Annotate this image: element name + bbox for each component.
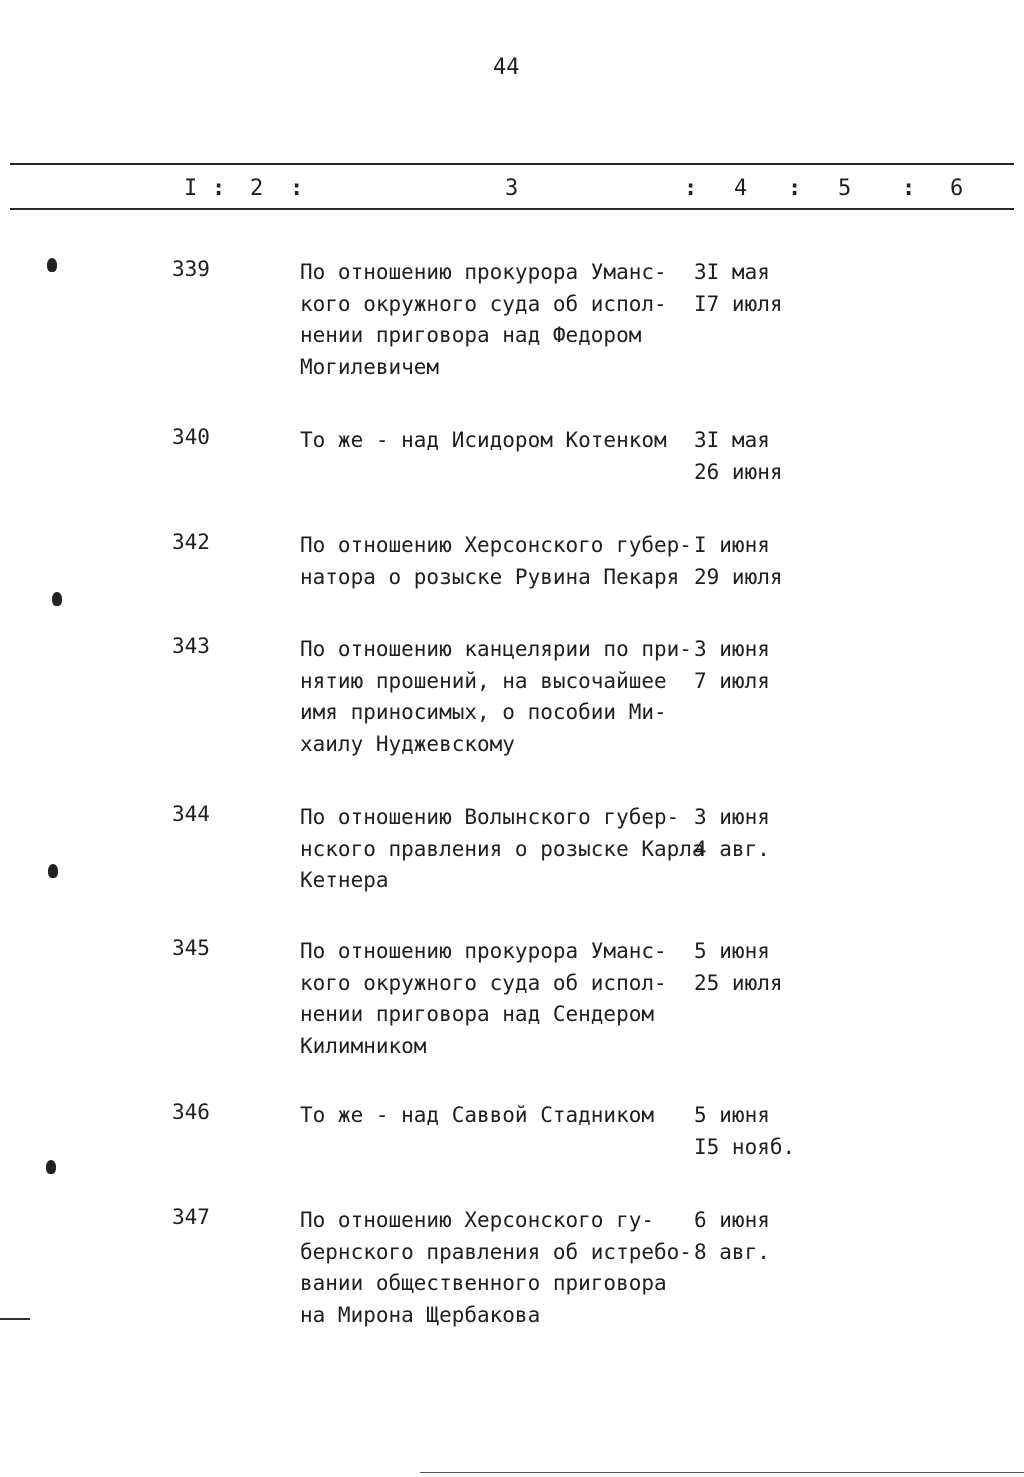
column-header-2: 2 <box>250 176 264 201</box>
description-line: нятию прошений, на высочайшее <box>300 668 667 693</box>
description-line: Килимником <box>300 1033 427 1058</box>
entry-number: 342 <box>172 530 210 554</box>
entry-number: 347 <box>172 1205 210 1229</box>
end-date: 8 авг. <box>694 1239 770 1264</box>
column-separator: : <box>212 176 226 201</box>
description-line: натора о розыске Рувина Пекаря <box>300 564 680 589</box>
end-date: 25 июля <box>694 970 783 995</box>
table-header <box>0 176 1024 204</box>
binding-hole-mark <box>52 592 62 606</box>
entry-description <box>300 1100 700 1132</box>
description-line: По отношению прокурора Уманс- <box>300 260 667 284</box>
description-line: имя приносимых, о пособии Ми- <box>300 700 667 724</box>
entry-description <box>300 257 700 383</box>
description-line: кого окружного суда об испол- <box>300 970 667 995</box>
end-date: I7 июля <box>694 291 783 316</box>
entry-dates <box>694 257 804 320</box>
description-line: на Мирона Щербакова <box>300 1302 541 1327</box>
end-date: I5 нояб. <box>694 1134 796 1159</box>
entry-description <box>300 802 705 897</box>
start-date: 3 июня <box>694 805 770 829</box>
start-date: 3 июня <box>694 637 770 661</box>
description-line: нении приговора над Федором <box>300 323 642 347</box>
column-header-5: 5 <box>838 176 852 201</box>
page-number: 44 <box>493 55 520 80</box>
start-date: 3I мая <box>694 260 770 284</box>
description-line: По отношению Херсонского губер- <box>300 533 692 557</box>
entry-dates <box>694 802 804 865</box>
entry-number: 340 <box>172 425 210 449</box>
start-date: I июня <box>694 533 770 557</box>
start-date: 3I мая <box>694 428 770 452</box>
entry-dates <box>694 1100 804 1163</box>
description-line: То же - над Саввой Стадником <box>300 1103 655 1127</box>
description-line: вании общественного приговора <box>300 1271 667 1295</box>
column-header-4: 4 <box>734 176 748 201</box>
entry-dates <box>694 1205 804 1268</box>
end-date: 29 июля <box>694 564 783 589</box>
description-line: Могилевичем <box>300 354 440 379</box>
column-separator: : <box>684 176 698 201</box>
end-date: 4 авг. <box>694 836 770 861</box>
column-separator: : <box>902 176 916 201</box>
entry-number: 343 <box>172 634 210 658</box>
entry-dates <box>694 530 804 593</box>
binding-hole-mark <box>48 864 58 878</box>
description-line: То же - над Исидором Котенком <box>300 428 667 452</box>
start-date: 5 июня <box>694 1103 770 1127</box>
binding-hole-mark <box>47 258 57 272</box>
end-date: 26 июня <box>694 459 783 484</box>
description-line: По отношению канцелярии по при- <box>300 637 692 661</box>
start-date: 6 июня <box>694 1208 770 1232</box>
page-bottom-edge <box>420 1472 1024 1473</box>
end-date: 7 июля <box>694 668 770 693</box>
entry-number: 344 <box>172 802 210 826</box>
description-line: нского правления о розыске Карла <box>300 836 705 861</box>
column-header-3: 3 <box>505 176 519 201</box>
description-line: кого окружного суда об испол- <box>300 291 667 316</box>
entry-description <box>300 530 700 593</box>
start-date: 5 июня <box>694 939 770 963</box>
table-top-rule <box>10 163 1014 165</box>
entry-description <box>300 936 700 1062</box>
description-line: По отношению Волынского губер- <box>300 805 680 829</box>
entry-number: 339 <box>172 257 210 281</box>
margin-mark <box>0 1318 30 1320</box>
column-separator: : <box>788 176 802 201</box>
column-separator: : <box>290 176 304 201</box>
description-line: По отношению Херсонского гу- <box>300 1208 655 1232</box>
description-line: бернского правления об истребо- <box>300 1239 692 1264</box>
entry-dates <box>694 936 804 999</box>
entry-number: 345 <box>172 936 210 960</box>
binding-hole-mark <box>46 1160 56 1174</box>
entry-dates <box>694 425 804 488</box>
entry-description <box>300 634 700 760</box>
entry-description <box>300 425 700 457</box>
entry-number: 346 <box>172 1100 210 1124</box>
description-line: По отношению прокурора Уманс- <box>300 939 667 963</box>
table-header-rule <box>10 208 1014 210</box>
description-line: Кетнера <box>300 868 389 892</box>
column-header-1: I <box>184 176 198 201</box>
column-header-6: 6 <box>950 176 964 201</box>
description-line: хаилу Нуджевскому <box>300 731 515 756</box>
description-line: нении приговора над Сендером <box>300 1002 655 1026</box>
entry-description <box>300 1205 700 1331</box>
entry-dates <box>694 634 804 697</box>
